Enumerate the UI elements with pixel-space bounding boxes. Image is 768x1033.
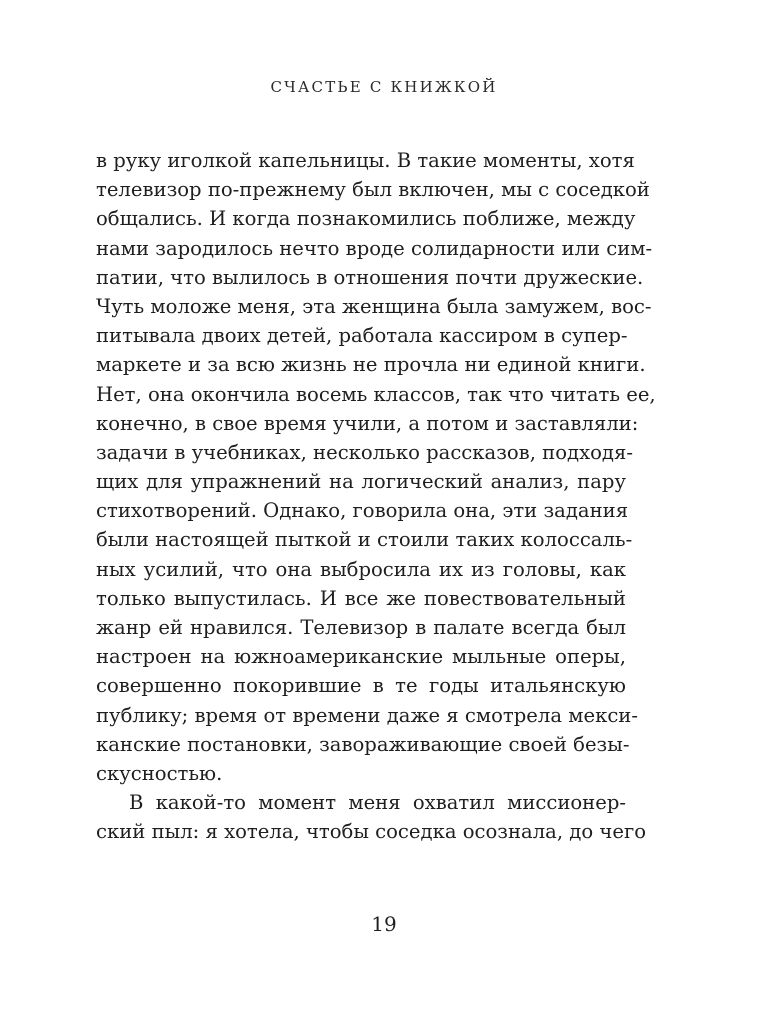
text-line: Чуть моложе меня, эта женщина была замужем, вос- (96, 294, 652, 318)
text-line: телевизор по-прежнему был включен, мы с соседкой (96, 178, 650, 202)
paragraph-end-line: скусностью. (96, 761, 223, 785)
text-line: щих для упражнений на логический анализ, пару (96, 470, 626, 494)
text-line: ский пыл: я хотела, чтобы соседка осознала, до чего (96, 820, 647, 844)
text-line: патии, что вылилось в отношения почти дружеские. (96, 265, 644, 289)
text-line: жанр ей нравился. Телевизор в палате всегда был (96, 616, 626, 639)
text-line: задачи в учебниках, несколько рассказов, подходя- (96, 440, 633, 464)
text-line: ных усилий, что она выбросила их из головы, как (96, 557, 626, 581)
text-line: только выпустилась. И все же повествовательный (96, 586, 626, 610)
text-line: совершенно покорившие в те годы итальянскую (96, 674, 626, 698)
text-line: были настоящей пыткой и стоили таких колоссаль- (96, 528, 633, 552)
text-line: маркете и за всю жизнь не прочла ни единой книги. (96, 353, 646, 377)
text-line: стихотворений. Однако, говорила она, эти задания (96, 499, 629, 523)
text-line: публику; время от времени даже я смотрела мекси- (96, 703, 638, 727)
text-line: конечно, в свое время учили, а потом и заставляли: (96, 411, 639, 435)
text-line: нами зародилось нечто вроде солидарности или сим- (96, 236, 653, 260)
running-header: СЧАСТЬЕ С КНИЖКОЙ (270, 78, 498, 96)
body-text (96, 146, 656, 847)
paragraph-start-line: В какой-то момент меня охватил миссионер- (129, 791, 626, 815)
text-line: канские постановки, завораживающие своей безы- (96, 732, 630, 756)
text-line: настроен на южноамериканские мыльные оперы, (96, 645, 626, 669)
page-number: 19 (371, 912, 397, 936)
text-line: Нет, она окончила восемь классов, так что читать ее, (96, 382, 656, 406)
text-line: общались. И когда познакомились поближе, между (96, 207, 636, 231)
text-line: в руку иголкой капельницы. В такие моменты, хотя (96, 149, 635, 172)
text-line: питывала двоих детей, работала кассиром в супер- (96, 324, 628, 348)
